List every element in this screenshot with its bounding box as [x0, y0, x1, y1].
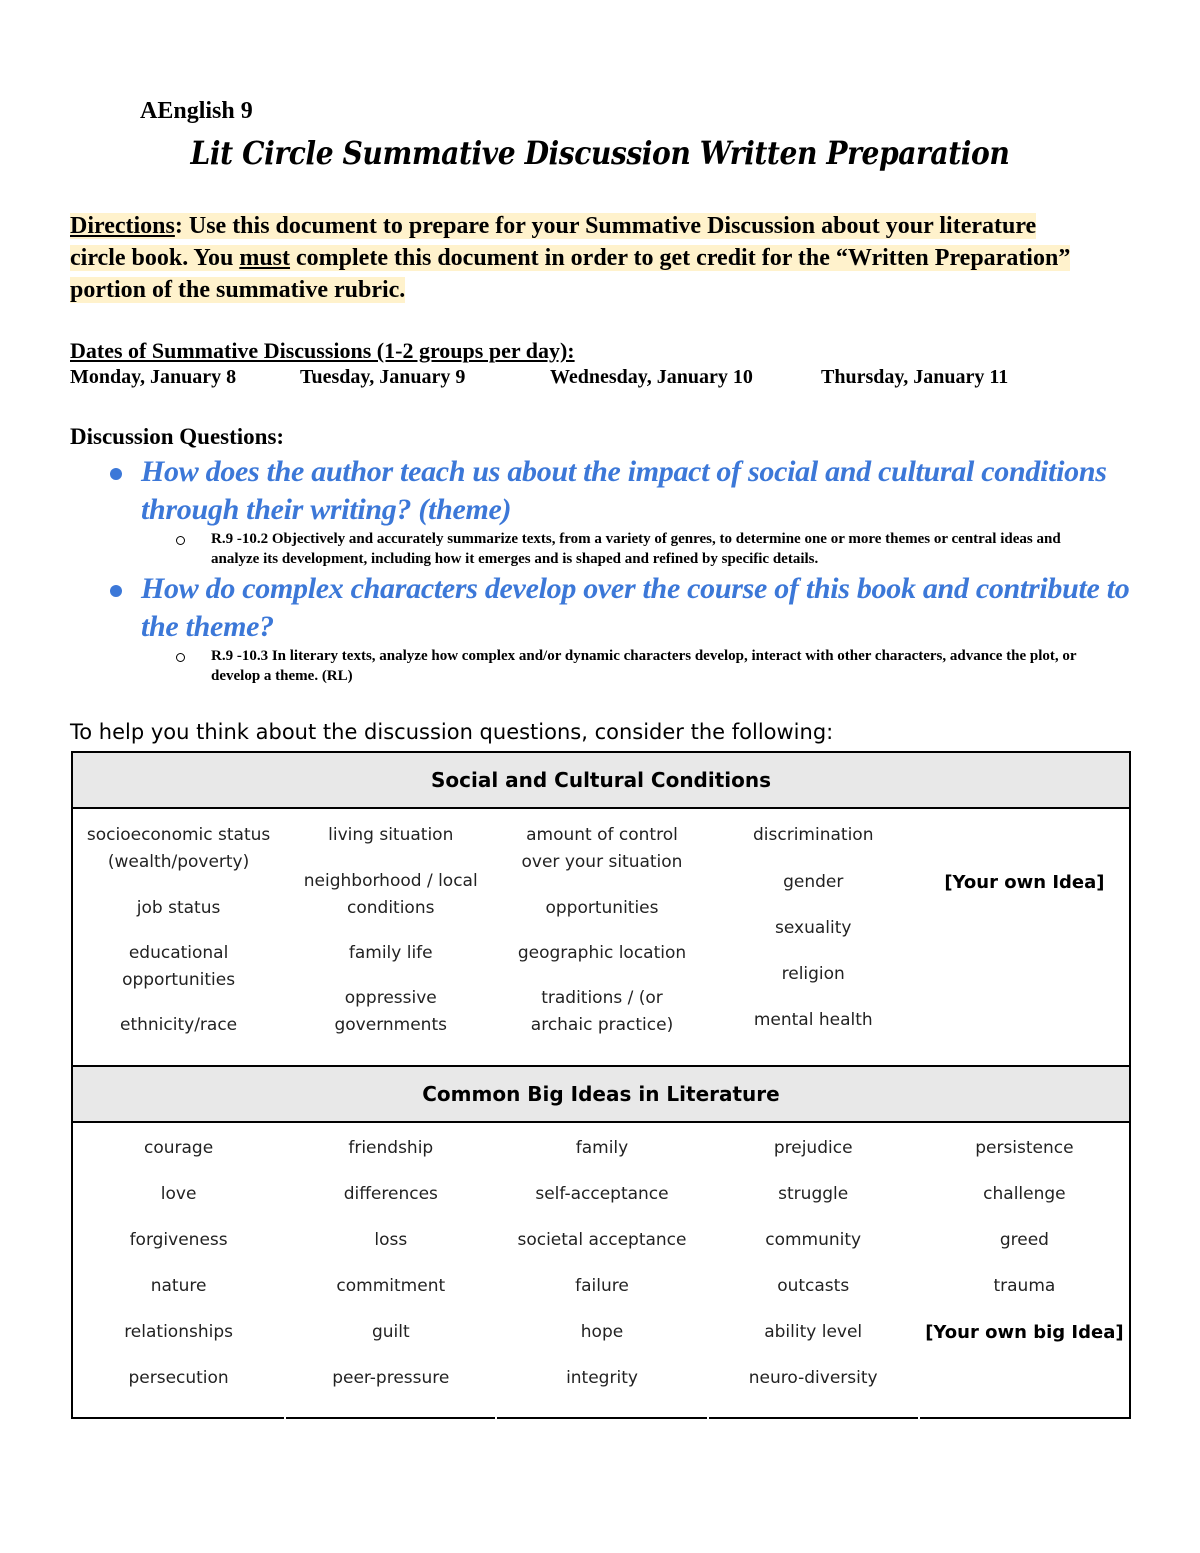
list-item: self-acceptance: [535, 1184, 669, 1204]
list-item: traditions / (or archaic practice): [530, 988, 674, 1035]
question-bullet-icon: [110, 468, 122, 480]
list-item: societal acceptance: [517, 1230, 687, 1250]
list-item: living situation: [328, 825, 454, 845]
list-item: neuro-diversity: [748, 1368, 878, 1388]
list-item: integrity: [566, 1368, 638, 1388]
list-item: family life: [348, 943, 433, 963]
social-conditions-table: [71, 751, 1131, 1067]
date-item: Wednesday, January 10: [550, 366, 753, 388]
table-column: [73, 1123, 284, 1419]
table-heading: Common Big Ideas in Literature: [73, 1067, 1129, 1123]
standard-text-1: R.9 -10.2 Objectively and accurately summarize texts, from a variety of genres, to determine one or more themes or central ideas and analyze its development, including how it emerges and is shaped and refined by specific details.: [211, 531, 1061, 567]
list-item: mental health: [753, 1010, 873, 1030]
date-item: Tuesday, January 9: [300, 366, 466, 388]
list-item: community: [765, 1230, 862, 1250]
course-name: AEnglish 9: [140, 98, 253, 124]
list-item: outcasts: [777, 1276, 850, 1296]
list-item: educational opportunities: [122, 943, 236, 990]
list-item: oppressive governments: [334, 988, 447, 1035]
list-item: failure: [575, 1276, 629, 1296]
table-column: [707, 1123, 918, 1419]
list-item: discrimination: [753, 825, 874, 845]
table-body: [73, 1123, 1129, 1419]
discussion-question-1: How does the author teach us about the impact of social and cultural conditions through their writing? (theme): [141, 455, 1107, 526]
list-item: ability level: [764, 1322, 863, 1342]
table-column: [284, 809, 495, 1067]
intro-text: To help you think about the discussion questions, consider the following:: [70, 720, 834, 744]
list-item: opportunities: [545, 898, 659, 918]
list-item: religion: [781, 964, 845, 984]
list-item: love: [160, 1184, 197, 1204]
list-item: persistence: [975, 1138, 1074, 1158]
list-item: ethnicity/race: [120, 1015, 238, 1035]
list-item: gender: [783, 872, 844, 892]
list-item: trauma: [993, 1276, 1056, 1296]
list-item: geographic location: [517, 943, 687, 963]
question-bullet-icon: [110, 585, 122, 597]
date-item: Monday, January 8: [70, 366, 237, 388]
list-item: peer-pressure: [332, 1368, 450, 1388]
list-item: sexuality: [775, 918, 852, 938]
list-item: differences: [343, 1184, 438, 1204]
list-item: amount of control over your situation: [521, 825, 683, 872]
table-heading: Social and Cultural Conditions: [73, 753, 1129, 809]
list-item: friendship: [348, 1138, 434, 1158]
table-column: [73, 809, 284, 1067]
list-item: job status: [136, 898, 221, 918]
directions-text-1: : Use this document to prepare for your Summative Discussion about your literature circle book. You: [70, 213, 1037, 271]
list-item: nature: [150, 1276, 207, 1296]
discussion-question-2: How do complex characters develop over the course of this book and contribute to the theme?: [141, 572, 1130, 643]
table-column: [284, 1123, 495, 1419]
list-item: relationships: [124, 1322, 233, 1342]
list-item: family: [575, 1138, 629, 1158]
hollow-circle-bullet-icon: [176, 653, 185, 662]
list-item: greed: [999, 1230, 1049, 1250]
list-item: loss: [374, 1230, 408, 1250]
discussion-heading: Discussion Questions:: [70, 424, 285, 449]
list-item: hope: [580, 1322, 624, 1342]
table-column: [918, 1123, 1129, 1419]
directions-label: Directions: [70, 213, 175, 239]
table-column: [707, 809, 918, 1067]
list-item: struggle: [778, 1184, 849, 1204]
table-body: [73, 809, 1129, 1067]
table-column: [495, 1123, 706, 1419]
table-column: [918, 809, 1129, 1067]
list-item: commitment: [336, 1276, 446, 1296]
list-item: challenge: [983, 1184, 1066, 1204]
document-title: Lit Circle Summative Discussion Written Preparation: [190, 134, 1010, 172]
directions-text-2: complete this document in order to get credit for the “Written Preparation” portion of the summative rubric.: [70, 245, 1071, 303]
list-item: persecution: [128, 1368, 229, 1388]
list-item: socioeconomic status (wealth/poverty): [86, 825, 271, 872]
list-item: guilt: [371, 1322, 410, 1342]
big-ideas-table: [71, 1065, 1131, 1419]
list-item: neighborhood / local conditions: [303, 871, 478, 918]
dates-heading: Dates of Summative Discussions (1-2 groups per day):: [70, 338, 575, 363]
list-item: forgiveness: [129, 1230, 228, 1250]
standard-text-2: R.9 -10.3 In literary texts, analyze how complex and/or dynamic characters develop, interact with other characters, advance the plot, or develop a theme. (RL): [211, 648, 1077, 684]
list-item: courage: [144, 1138, 214, 1158]
your-own-big-idea-prompt: [Your own big Idea]: [925, 1322, 1124, 1343]
directions-paragraph: [70, 210, 1080, 306]
date-item: Thursday, January 11: [821, 366, 1009, 388]
your-own-idea-prompt: [Your own Idea]: [944, 872, 1105, 893]
directions-must: must: [239, 245, 291, 271]
list-item: prejudice: [773, 1138, 853, 1158]
table-column: [495, 809, 706, 1067]
hollow-circle-bullet-icon: [176, 536, 185, 545]
